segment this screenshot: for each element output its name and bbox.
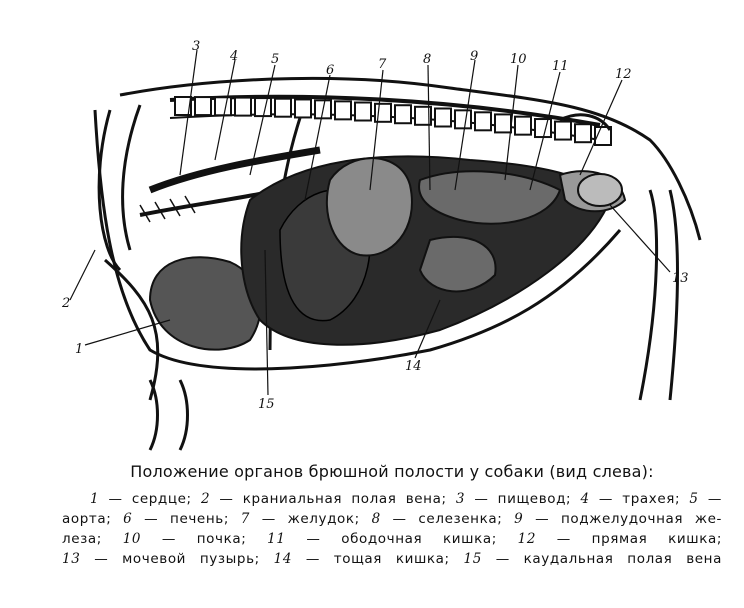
spine xyxy=(170,97,611,145)
caption-number: 15 xyxy=(463,551,482,567)
caption-line xyxy=(62,489,722,509)
vertebra xyxy=(335,101,351,119)
caption-number: 14 xyxy=(273,551,293,567)
caption-text: — печень; xyxy=(132,511,241,527)
caption-legend xyxy=(62,489,722,569)
caption-text: — каудальная полая вена xyxy=(481,551,722,567)
vertebra xyxy=(195,97,211,115)
caption-number: 4 xyxy=(580,491,590,507)
hind-leg xyxy=(560,115,678,400)
caption-text: — тощая кишка; xyxy=(292,551,464,567)
caption-number: 6 xyxy=(123,511,133,527)
label-3: 3 xyxy=(192,39,201,54)
label-9: 9 xyxy=(470,49,479,64)
vertebra xyxy=(475,112,491,130)
vertebra xyxy=(495,114,511,132)
caption-text: — селезенка; xyxy=(380,511,515,527)
caption-text: — краниальная полая вена; xyxy=(210,491,456,507)
vertebra xyxy=(395,105,411,123)
label-8: 8 xyxy=(423,52,432,67)
caption-line xyxy=(62,549,722,569)
caption-text: леза; xyxy=(62,531,123,547)
vertebra xyxy=(515,117,531,135)
label-2: 2 xyxy=(62,296,71,311)
vertebra xyxy=(295,99,311,117)
caption-text: — желудок; xyxy=(249,511,372,527)
caption-text: — прямая кишка; xyxy=(536,531,722,547)
label-4: 4 xyxy=(230,49,239,64)
caption-text: — xyxy=(698,491,722,507)
caption-line xyxy=(62,509,722,529)
label-10: 10 xyxy=(510,52,527,67)
vertebra xyxy=(255,98,271,116)
caption-number: 9 xyxy=(514,511,524,527)
vertebra xyxy=(455,110,471,128)
caption-number: 5 xyxy=(689,491,699,507)
caption-number: 3 xyxy=(455,491,466,507)
caption-number: 12 xyxy=(517,531,537,547)
caption-number: 8 xyxy=(371,511,381,527)
caption-text: — мочевой пузырь; xyxy=(80,551,274,567)
label-11: 11 xyxy=(552,59,569,74)
vertebra xyxy=(215,97,231,115)
caption-number: 7 xyxy=(240,511,250,527)
caption-number: 1 xyxy=(90,491,100,507)
label-6: 6 xyxy=(326,63,335,78)
caption-text: — трахея; xyxy=(589,491,690,507)
label-13: 13 xyxy=(672,271,689,286)
label-7: 7 xyxy=(378,57,387,72)
label-5: 5 xyxy=(271,52,280,67)
front-leg xyxy=(150,380,188,450)
figure-caption xyxy=(62,462,722,569)
vertebra xyxy=(575,124,591,142)
caption-text: — пищевод; xyxy=(465,491,581,507)
bladder xyxy=(578,174,622,206)
caption-text: — поджелудочная же- xyxy=(523,511,722,527)
caption-text: — ободочная кишка; xyxy=(285,531,518,547)
label-15: 15 xyxy=(258,397,275,412)
caption-title: Положение органов брюшной полости у собаки (вид слева): xyxy=(130,462,654,481)
vertebra xyxy=(355,103,371,121)
caption-number: 11 xyxy=(267,531,286,547)
label-1: 1 xyxy=(75,342,84,357)
caption-number: 10 xyxy=(122,531,142,547)
vertebra xyxy=(235,98,251,116)
caption-number: 2 xyxy=(200,491,211,507)
caption-number: 13 xyxy=(62,551,81,567)
vertebra xyxy=(535,119,551,137)
caption-text: — сердце; xyxy=(99,491,201,507)
stomach xyxy=(327,158,412,255)
caption-line xyxy=(62,529,722,549)
vertebra xyxy=(555,122,571,140)
label-14: 14 xyxy=(405,359,422,374)
caption-text: — почка; xyxy=(141,531,268,547)
vertebra xyxy=(435,108,451,126)
vertebra xyxy=(275,99,291,117)
label-12: 12 xyxy=(615,67,632,82)
caption-text: аорта; xyxy=(62,511,124,527)
